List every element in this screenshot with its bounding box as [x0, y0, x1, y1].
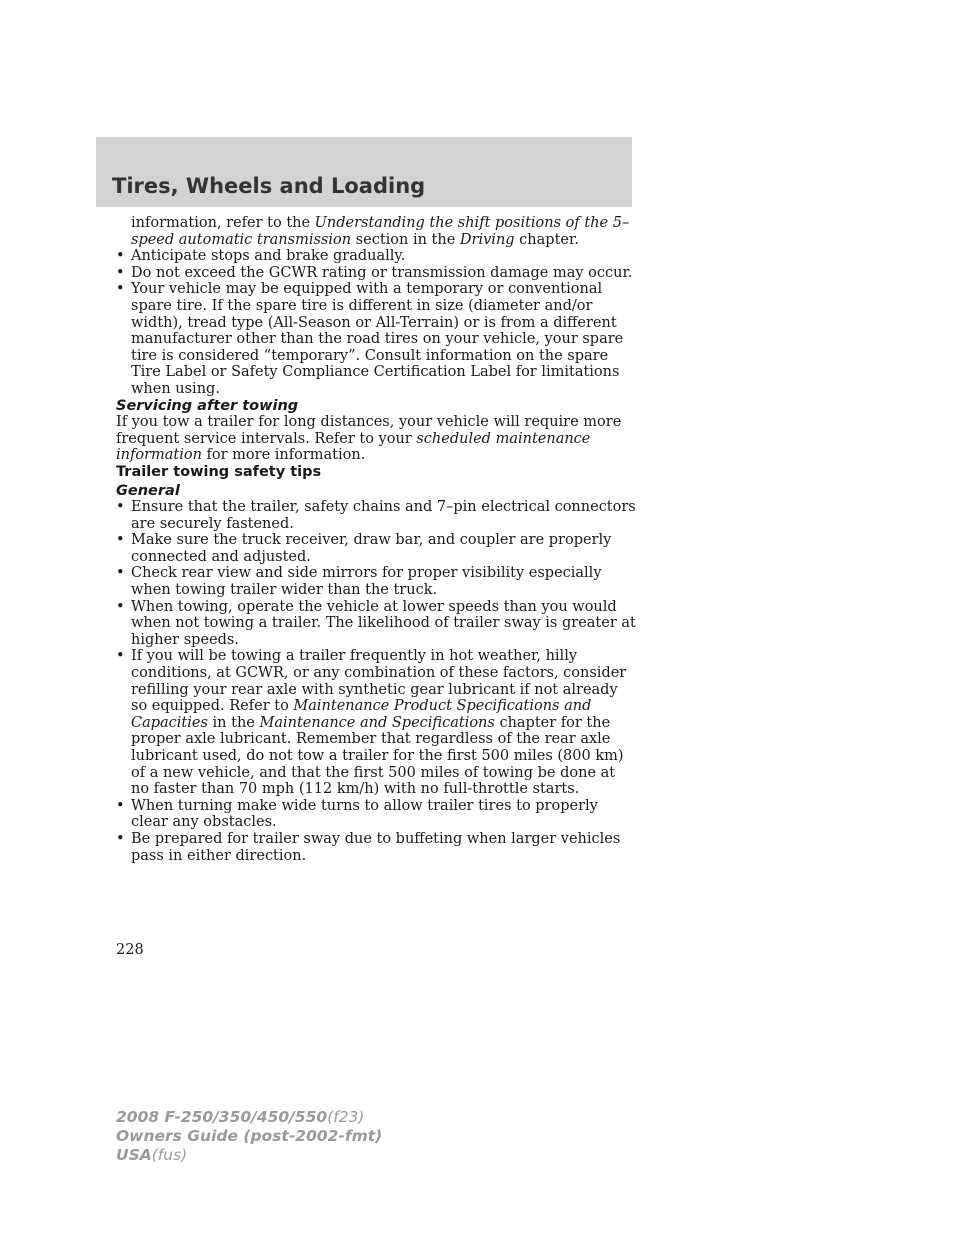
footer-line-model: 2008 F-250/350/450/550(f23)	[116, 1108, 365, 1126]
list-item: • Do not exceed the GCWR rating or transmission damage may occur.	[116, 265, 636, 282]
section-heading-servicing: Servicing after towing	[116, 397, 299, 414]
continuation-paragraph: information, refer to the Understanding the shift positions of the 5–speed automatic transmission section in the Driving chapter.	[131, 215, 630, 248]
list-item: • Check rear view and side mirrors for proper visibility especially when towing trailer wider than the truck.	[116, 565, 636, 598]
list-item: • Your vehicle may be equipped with a temporary or conventional spare tire. If the spare tire is different in size (diameter and/or width), tread type (All-Season or All-Terrain) or is from a different manufacturer other than the road tires on your vehicle, your spare tire is considered “temporary”. Consult information on the spare Tire Label or Safety Compliance Certification Label for limitations when using.	[116, 281, 636, 397]
footer-line-guide: Owners Guide (post-2002-fmt)	[116, 1127, 383, 1145]
list-item: • When towing, operate the vehicle at lower speeds than you would when not towing a trailer. The likelihood of trailer sway is greater at higher speeds.	[116, 599, 636, 649]
subheading-general: General	[116, 482, 180, 499]
list-item: • Ensure that the trailer, safety chains and 7–pin electrical connectors are securely fastened.	[116, 499, 636, 532]
list-item-axle-lubricant: • If you will be towing a trailer frequently in hot weather, hilly conditions, at GCWR, or any combination of these factors, consider refilling your rear axle with synthetic gear lubricant if not already so equipped. Refer to Maintenance Product Specifications and Capacities in the Maintenance and Specifications chapter for the proper axle lubricant. Remember that regardless of the rear axle lubricant used, do not tow a trailer for the first 500 miles (800 km) of a new vehicle, and that the first 500 miles of towing be done at no faster than 70 mph (112 km/h) with no full-throttle starts.	[116, 648, 636, 797]
crossref-maintenance-specifications: Maintenance and Specifications	[259, 714, 495, 731]
page-number: 228	[116, 942, 144, 958]
list-item: • Anticipate stops and brake gradually.	[116, 248, 636, 265]
list-item: • Be prepared for trailer sway due to buffeting when larger vehicles pass in either direction.	[116, 831, 636, 864]
crossref-product-specifications: Maintenance Product Specifications and Capacities	[131, 698, 592, 731]
page-title: Tires, Wheels and Loading	[112, 174, 426, 198]
document-footer	[116, 1108, 382, 1165]
list-item: • When turning make wide turns to allow trailer tires to properly clear any obstacles.	[116, 798, 636, 831]
servicing-paragraph: If you tow a trailer for long distances, your vehicle will require more frequent service intervals. Refer to your scheduled maintenance information for more information.	[116, 414, 622, 464]
crossref-driving: Driving	[459, 231, 515, 248]
footer-line-market: USA(fus)	[116, 1146, 188, 1164]
list-item: • Make sure the truck receiver, draw bar, and coupler are properly connected and adjusted.	[116, 532, 636, 565]
section-heading-safety-tips: Trailer towing safety tips	[116, 463, 322, 480]
crossref-shift-positions: Understanding the shift positions of the 5–speed automatic transmission	[131, 215, 630, 248]
crossref-scheduled-maintenance: scheduled maintenance information	[116, 430, 591, 464]
page-content	[116, 215, 636, 864]
